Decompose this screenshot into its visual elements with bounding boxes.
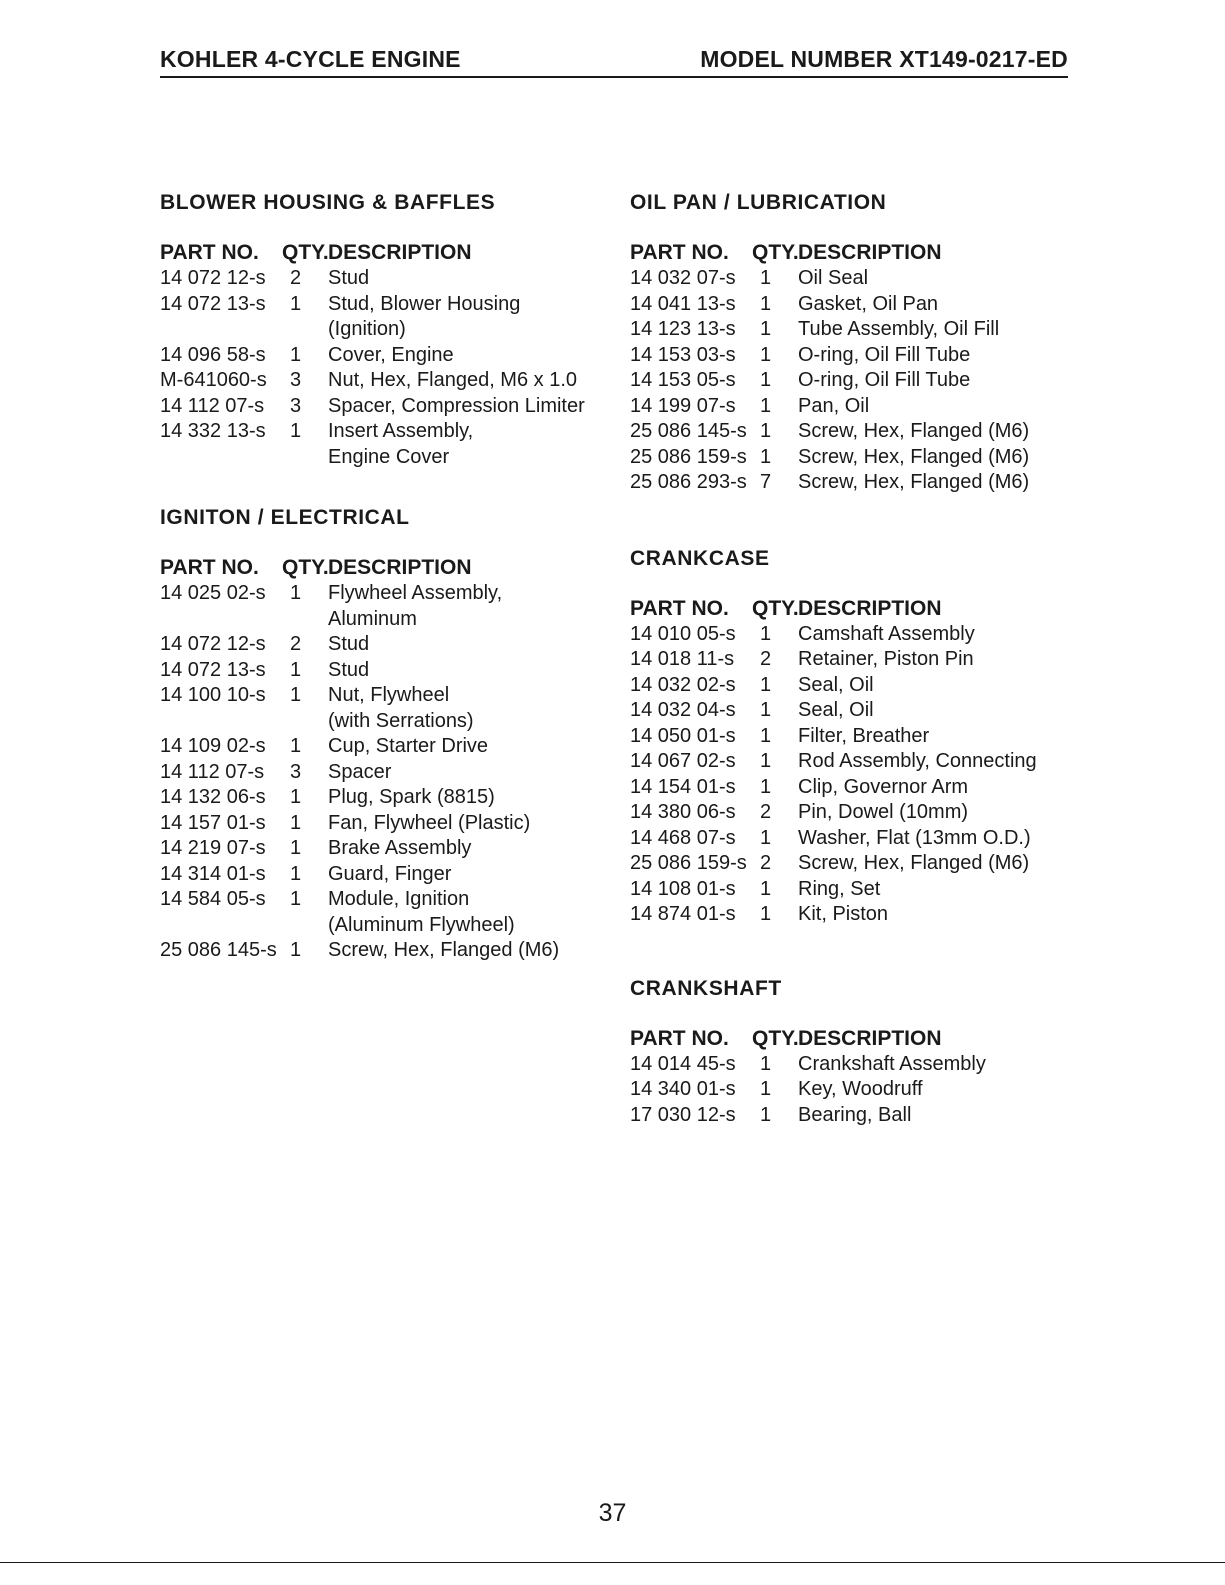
description-line: (with Serrations): [328, 709, 474, 732]
part-row: [630, 826, 1080, 852]
part-description: [328, 836, 610, 862]
description-line: Stud: [328, 267, 370, 289]
part-number: 14 100 10-s: [160, 684, 266, 706]
part-description: [798, 1077, 1080, 1103]
section-title: IGNITON / ELECTRICAL: [160, 506, 410, 529]
part-row: [160, 683, 610, 734]
qty-header: QTY.: [752, 241, 799, 264]
part-number: 14 340 01-s: [630, 1078, 736, 1100]
part-number: 14 041 13-s: [630, 292, 736, 315]
part-quantity: 1: [760, 343, 772, 366]
page-bottom-rule: [0, 1562, 1225, 1563]
part-number: 14 154 01-s: [630, 775, 736, 798]
description-header: DESCRIPTION: [328, 241, 472, 264]
description-line: Seal, Oil: [798, 699, 874, 721]
part-number: 17 030 12-s: [630, 1103, 736, 1126]
part-description: [328, 394, 610, 420]
part-description: [328, 658, 610, 684]
parts-list: [160, 266, 610, 470]
part-quantity: 1: [760, 369, 772, 391]
part-row: [630, 368, 1080, 394]
part-description: [328, 343, 610, 369]
description-line: O-ring, Oil Fill Tube: [798, 343, 971, 366]
description-line: (Aluminum Flywheel): [328, 913, 515, 936]
description-line: (Ignition): [328, 318, 406, 340]
description-line: Nut, Flywheel: [328, 684, 450, 706]
part-description: [798, 317, 1080, 343]
part-description: [328, 760, 610, 786]
description-header: DESCRIPTION: [798, 596, 942, 620]
description-line: Pan, Oil: [798, 394, 870, 417]
section-oil-pan-lubrication: [630, 190, 1080, 496]
part-quantity: 1: [760, 394, 772, 417]
part-number: 14 199 07-s: [630, 394, 736, 417]
part-number: 14 157 01-s: [160, 811, 266, 834]
part-quantity: 1: [290, 939, 302, 961]
part-row: [630, 394, 1080, 420]
description-line: O-ring, Oil Fill Tube: [798, 369, 971, 391]
page-header: [160, 44, 1068, 78]
part-description: [798, 470, 1080, 496]
qty-header: QTY.: [282, 556, 329, 579]
part-quantity: 1: [290, 343, 302, 366]
part-number: 14 032 02-s: [630, 673, 736, 696]
part-number: 14 096 58-s: [160, 343, 266, 366]
part-number: M-641060-s: [160, 369, 267, 391]
part-description: [328, 785, 610, 811]
description-header: DESCRIPTION: [328, 556, 472, 579]
description-line: Rod Assembly, Connecting: [798, 750, 1037, 772]
part-quantity: 1: [760, 622, 772, 645]
part-row: [630, 1052, 1080, 1078]
part-description: [798, 800, 1080, 826]
section-blower-housing: [160, 190, 610, 470]
description-line: Screw, Hex, Flanged (M6): [798, 471, 1030, 493]
description-line: Key, Woodruff: [798, 1078, 923, 1100]
part-description: [798, 445, 1080, 471]
part-row: [630, 343, 1080, 369]
part-description: [328, 811, 610, 837]
part-number: 25 086 293-s: [630, 471, 747, 493]
part-quantity: 1: [290, 862, 302, 885]
part-description: [328, 581, 610, 632]
part-number: 14 380 06-s: [630, 801, 736, 823]
section-title: CRANKSHAFT: [630, 976, 782, 1000]
description-line: Module, Ignition: [328, 888, 470, 910]
part-quantity: 1: [760, 826, 772, 849]
description-line: Guard, Finger: [328, 862, 452, 885]
part-description: [798, 851, 1080, 877]
part-number: 25 086 159-s: [630, 445, 747, 468]
part-description: [328, 938, 610, 964]
column-header: [630, 1026, 1080, 1052]
part-row: [630, 445, 1080, 471]
description-line: Seal, Oil: [798, 673, 874, 696]
description-line: Nut, Hex, Flanged, M6 x 1.0: [328, 369, 578, 391]
part-row: [160, 419, 610, 470]
part-row: [630, 749, 1080, 775]
description-line: Stud: [328, 658, 370, 681]
left-column: [160, 190, 610, 964]
part-quantity: 1: [760, 903, 772, 925]
description-header: DESCRIPTION: [798, 241, 942, 264]
part-row: [630, 877, 1080, 903]
page-number: 37: [598, 1499, 627, 1527]
part-quantity: 2: [760, 852, 772, 874]
part-number: 25 086 159-s: [630, 852, 747, 874]
part-number: 14 032 04-s: [630, 699, 736, 721]
description-line: Brake Assembly: [328, 837, 472, 859]
part-number: 25 086 145-s: [160, 939, 277, 961]
description-line: Tube Assembly, Oil Fill: [798, 318, 1000, 340]
description-line: Bearing, Ball: [798, 1103, 912, 1126]
part-description: [328, 887, 610, 938]
part-quantity: 1: [290, 735, 302, 757]
part-number: 14 123 13-s: [630, 318, 736, 340]
part-number: 14 014 45-s: [630, 1052, 736, 1075]
part-row: [630, 698, 1080, 724]
description-header: DESCRIPTION: [798, 1026, 942, 1050]
part-row: [160, 938, 610, 964]
part-row: [160, 292, 610, 343]
part-description: [328, 368, 610, 394]
part-number: 14 874 01-s: [630, 903, 736, 925]
part-number: 14 072 12-s: [160, 267, 266, 289]
part-number: 14 314 01-s: [160, 862, 266, 885]
part-description: [798, 698, 1080, 724]
section-crankcase: [630, 546, 1080, 928]
parts-list: [630, 266, 1080, 496]
description-line: Kit, Piston: [798, 903, 889, 925]
part-row: [160, 266, 610, 292]
part-number: 14 132 06-s: [160, 786, 266, 808]
description-line: Camshaft Assembly: [798, 622, 975, 645]
part-description: [798, 775, 1080, 801]
part-row: [630, 419, 1080, 445]
description-line: Crankshaft Assembly: [798, 1052, 986, 1075]
part-description: [798, 877, 1080, 903]
part-row: [630, 800, 1080, 826]
part-quantity: 1: [290, 684, 302, 706]
part-description: [798, 1052, 1080, 1078]
part-description: [798, 394, 1080, 420]
part-description: [328, 862, 610, 888]
part-row: [160, 887, 610, 938]
part-quantity: 2: [290, 267, 302, 289]
part-number: 14 112 07-s: [160, 760, 265, 783]
description-line: Screw, Hex, Flanged (M6): [328, 939, 560, 961]
part-quantity: 1: [290, 292, 302, 315]
part-quantity: 1: [290, 837, 302, 859]
description-line: Gasket, Oil Pan: [798, 292, 939, 315]
part-row: [160, 836, 610, 862]
description-line: Oil Seal: [798, 267, 869, 289]
part-description: [328, 734, 610, 760]
description-line: Screw, Hex, Flanged (M6): [798, 420, 1030, 442]
part-quantity: 3: [290, 760, 302, 783]
part-row: [630, 724, 1080, 750]
part-quantity: 1: [760, 673, 772, 696]
part-description: [798, 647, 1080, 673]
part-quantity: 1: [760, 445, 772, 468]
part-description: [328, 632, 610, 658]
part-row: [630, 851, 1080, 877]
section-ignition-electrical: [160, 505, 610, 964]
part-number: 14 018 11-s: [630, 648, 735, 670]
description-line: Clip, Governor Arm: [798, 775, 969, 798]
description-line: Retainer, Piston Pin: [798, 648, 974, 670]
part-quantity: 1: [290, 811, 302, 834]
part-row: [630, 622, 1080, 648]
part-number: 14 332 13-s: [160, 420, 266, 442]
part-row: [630, 470, 1080, 496]
part-description: [328, 683, 610, 734]
part-description: [798, 419, 1080, 445]
description-line: Pin, Dowel (10mm): [798, 801, 969, 823]
part-number: 14 219 07-s: [160, 837, 266, 859]
description-line: Aluminum: [328, 607, 417, 630]
part-quantity: 1: [760, 318, 772, 340]
part-quantity: 1: [760, 1103, 772, 1126]
part-row: [160, 734, 610, 760]
part-quantity: 1: [760, 877, 772, 900]
qty-header: QTY.: [752, 596, 799, 620]
part-row: [630, 292, 1080, 318]
part-row: [160, 394, 610, 420]
part-quantity: 7: [760, 471, 772, 493]
part-row: [160, 368, 610, 394]
part-description: [328, 419, 610, 470]
part-row: [630, 1103, 1080, 1129]
part-number: 14 072 12-s: [160, 633, 266, 655]
description-line: Flywheel Assembly,: [328, 582, 503, 604]
part-quantity: 1: [760, 267, 772, 289]
part-number: 14 072 13-s: [160, 292, 266, 315]
part-row: [630, 266, 1080, 292]
part-quantity: 1: [760, 1078, 772, 1100]
parts-list: [630, 622, 1080, 928]
description-line: Screw, Hex, Flanged (M6): [798, 852, 1030, 874]
part-row: [160, 785, 610, 811]
model-number: MODEL NUMBER XT149-0217-ED: [700, 46, 1068, 72]
part-row: [630, 775, 1080, 801]
part-number: 14 067 02-s: [630, 750, 736, 772]
column-header: [630, 596, 1080, 622]
part-row: [160, 632, 610, 658]
part-quantity: 1: [760, 724, 772, 747]
section-title: BLOWER HOUSING & BAFFLES: [160, 191, 496, 214]
part-quantity: 1: [760, 292, 772, 315]
part-description: [798, 724, 1080, 750]
part-number: 14 153 05-s: [630, 369, 736, 391]
part-quantity: 1: [760, 699, 772, 721]
description-line: Screw, Hex, Flanged (M6): [798, 445, 1030, 468]
part-description: [328, 266, 610, 292]
part-row: [630, 902, 1080, 928]
description-line: Insert Assembly,: [328, 420, 474, 442]
description-line: Spacer: [328, 760, 392, 783]
description-line: Plug, Spark (8815): [328, 786, 495, 808]
qty-header: QTY.: [282, 241, 329, 264]
parts-list: [630, 1052, 1080, 1129]
part-number: 14 153 03-s: [630, 343, 736, 366]
description-line: Spacer, Compression Limiter: [328, 394, 585, 417]
part-no-header: PART NO.: [630, 1026, 729, 1050]
description-line: Fan, Flywheel (Plastic): [328, 811, 531, 834]
column-header: [630, 240, 1080, 266]
part-quantity: 1: [760, 775, 772, 798]
part-description: [328, 292, 610, 343]
part-number: 14 112 07-s: [160, 394, 265, 417]
section-title: OIL PAN / LUBRICATION: [630, 191, 887, 214]
part-description: [798, 902, 1080, 928]
section-crankshaft: [630, 976, 1080, 1129]
part-row: [630, 673, 1080, 699]
part-number: 14 032 07-s: [630, 267, 736, 289]
part-number: 14 584 05-s: [160, 888, 266, 910]
part-row: [160, 862, 610, 888]
description-line: Engine Cover: [328, 445, 450, 468]
part-row: [160, 343, 610, 369]
part-description: [798, 343, 1080, 369]
part-quantity: 3: [290, 394, 302, 417]
part-description: [798, 1103, 1080, 1129]
description-line: Washer, Flat (13mm O.D.): [798, 826, 1031, 849]
part-quantity: 2: [290, 633, 302, 655]
part-quantity: 2: [760, 648, 772, 670]
part-quantity: 1: [290, 582, 302, 604]
part-no-header: PART NO.: [160, 556, 259, 579]
part-quantity: 3: [290, 369, 302, 391]
part-quantity: 1: [760, 750, 772, 772]
description-line: Cover, Engine: [328, 343, 454, 366]
part-no-header: PART NO.: [630, 241, 729, 264]
part-row: [630, 647, 1080, 673]
part-row: [630, 1077, 1080, 1103]
part-description: [798, 826, 1080, 852]
part-quantity: 1: [290, 786, 302, 808]
part-description: [798, 673, 1080, 699]
part-number: 14 010 05-s: [630, 622, 736, 645]
part-row: [160, 658, 610, 684]
qty-header: QTY.: [752, 1026, 799, 1050]
column-header: [160, 240, 610, 266]
part-row: [160, 760, 610, 786]
part-description: [798, 368, 1080, 394]
part-number: 14 050 01-s: [630, 724, 736, 747]
part-number: 25 086 145-s: [630, 420, 747, 442]
description-line: Cup, Starter Drive: [328, 735, 489, 757]
part-quantity: 1: [760, 420, 772, 442]
section-title: CRANKCASE: [630, 546, 770, 570]
part-no-header: PART NO.: [160, 241, 259, 264]
part-number: 14 468 07-s: [630, 826, 736, 849]
column-header: [160, 555, 610, 581]
part-number: 14 025 02-s: [160, 582, 266, 604]
part-number: 14 109 02-s: [160, 735, 266, 757]
part-number: 14 108 01-s: [630, 877, 736, 900]
part-no-header: PART NO.: [630, 596, 729, 620]
right-column: [630, 190, 1080, 1128]
part-quantity: 1: [290, 658, 302, 681]
part-description: [798, 749, 1080, 775]
description-line: Filter, Breather: [798, 724, 930, 747]
part-quantity: 1: [290, 888, 302, 910]
part-row: [160, 581, 610, 632]
parts-list: [160, 581, 610, 964]
part-quantity: 1: [760, 1052, 772, 1075]
part-number: 14 072 13-s: [160, 658, 266, 681]
description-line: Stud, Blower Housing: [328, 292, 521, 315]
part-quantity: 1: [290, 420, 302, 442]
part-row: [630, 317, 1080, 343]
part-description: [798, 292, 1080, 318]
part-row: [160, 811, 610, 837]
part-description: [798, 622, 1080, 648]
part-quantity: 2: [760, 801, 772, 823]
part-description: [798, 266, 1080, 292]
description-line: Stud: [328, 633, 370, 655]
description-line: Ring, Set: [798, 877, 881, 900]
engine-title: KOHLER 4-CYCLE ENGINE: [160, 46, 461, 72]
